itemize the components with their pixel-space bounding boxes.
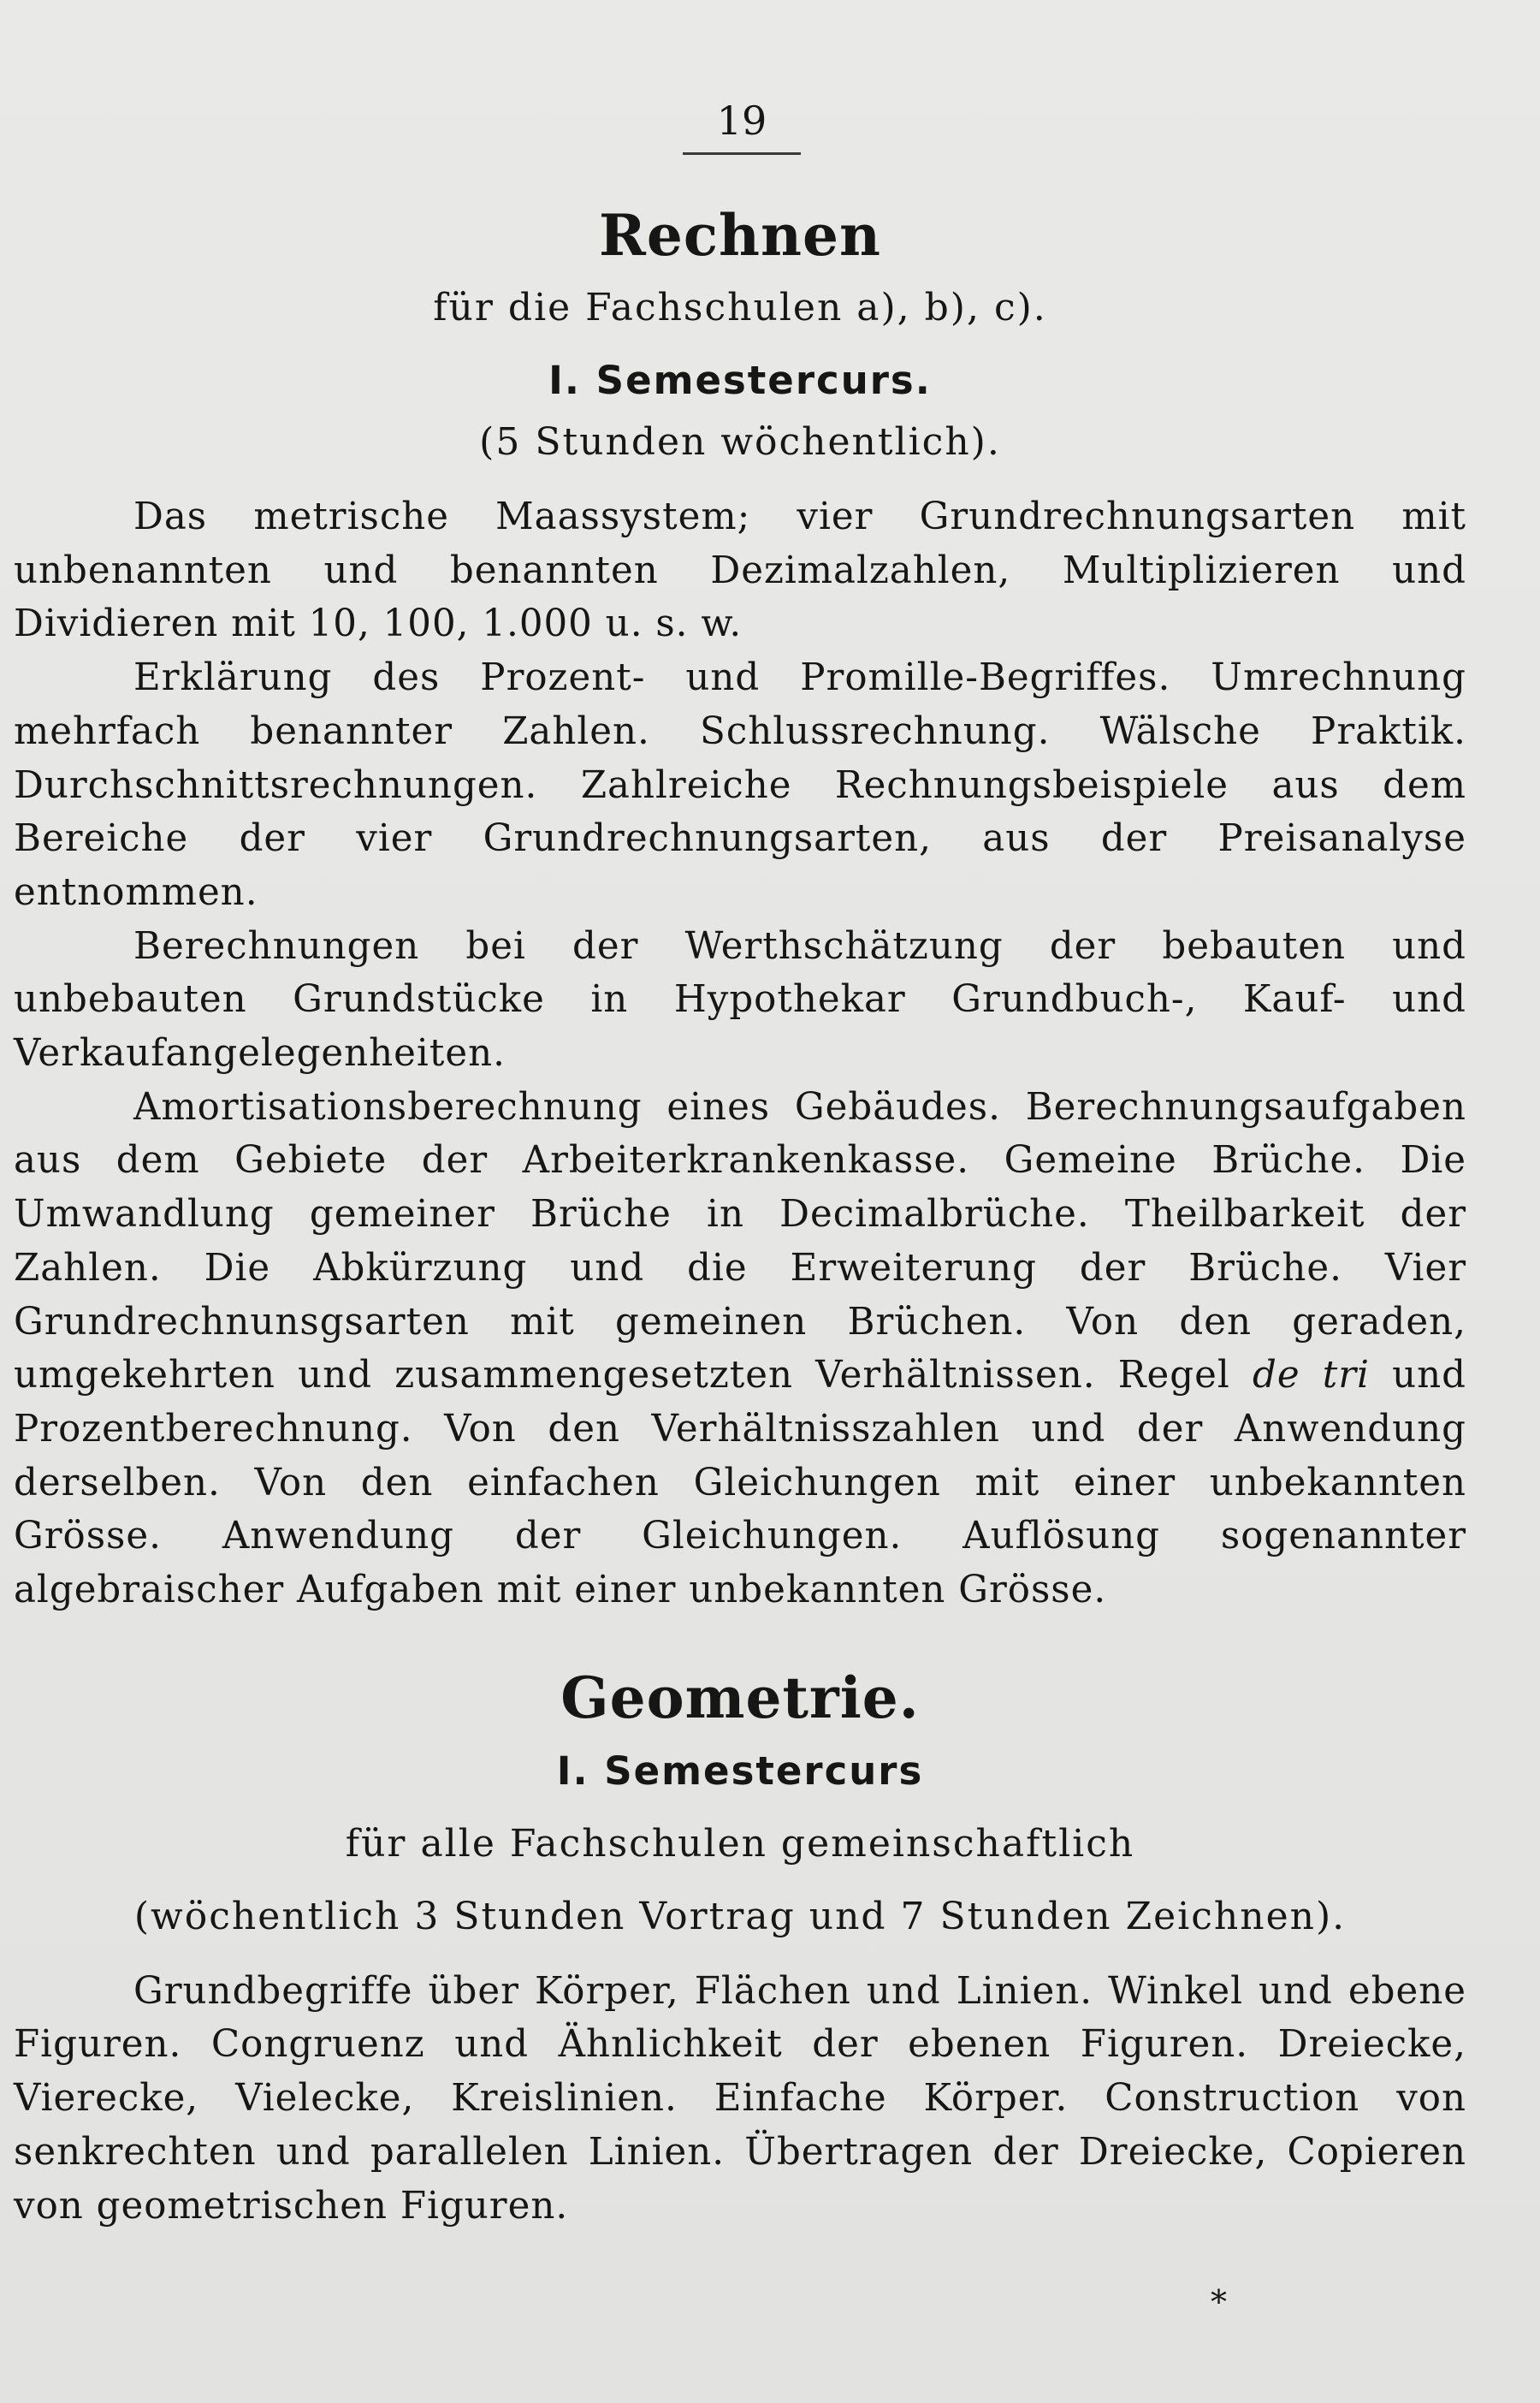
rechnen-paragraph-1: Das metrische Maassystem; vier Grundrechnungsarten mit unbenannten und benannten Dezimalzahlen, Multiplizieren und Dividieren mit 10, 100, 1.000 u. s. w. xyxy=(14,495,1466,646)
geometrie-title: Geometrie. xyxy=(560,1664,920,1731)
page-content xyxy=(14,193,1466,2233)
rechnen-hours: (5 Stunden wöchentlich). xyxy=(479,420,1001,464)
spacer xyxy=(14,1948,1466,1965)
rechnen-section-heading: I. Semestercurs. xyxy=(548,358,932,403)
spacer xyxy=(14,1802,1466,1814)
spacer xyxy=(14,473,1466,490)
rechnen-paragraph-4 xyxy=(14,1081,1466,1617)
spacer xyxy=(14,1874,1466,1886)
geometrie-section-heading: I. Semestercurs xyxy=(556,1747,924,1794)
rechnen-paragraph-2: Erklärung des Prozent- und Promille-Begriffes. Umrechnung mehrfach benannter Zahlen. Schlussrechnung. Wälsche Praktik. Durchschnittsrechnungen. Zahlreiche Rechnungsbeispiele aus dem Bereiche der vier Grundrechnungsarten, aus der Preisanalyse entnommen. xyxy=(14,656,1466,914)
rechnen-paragraph-4-text-a: Amortisationsberechnung eines Gebäudes. Berechnungsaufgaben aus dem Gebiete der Arbeiterkrankenkasse. Gemeine Brüche. Die Umwandlung gemeiner Brüche in Decimalbrüche. Theilbarkeit der Zahlen. Die Abkürzung und die Erweiterung der Brüche. Vier Grundrechnunsgsarten mit gemeinen Brüchen. Von den geraden, umgekehrten und zusammengesetzten Verhältnissen. Regel xyxy=(14,1085,1466,1397)
footer-asterisk: * xyxy=(1211,2283,1227,2321)
rechnen-subtitle: für die Fachschulen a), b), c). xyxy=(433,286,1047,329)
spacer xyxy=(14,1617,1466,1655)
rechnen-paragraph-4-italic: de tri xyxy=(1252,1354,1370,1397)
rechnen-paragraph-4-text-b: und Prozentberechnung. Von den Verhältnisszahlen und der Anwendung derselben. Von den einfachen Gleichungen mit einer unbekannten Grösse. Anwendung der Gleichungen. Auflösung sogenannter algebraischer Aufgaben mit einer unbekannten Grösse. xyxy=(14,1354,1466,1612)
rechnen-title: Rechnen xyxy=(599,202,881,269)
page-number-rule xyxy=(683,152,801,155)
page-number: 19 xyxy=(716,98,767,144)
geometrie-paragraph: Grundbegriffe über Körper, Flächen und Linien. Winkel und ebene Figuren. Congruenz und Ähnlichkeit der ebenen Figuren. Dreiecke, Vierecke, Vielecke, Kreislinien. Einfache Körper. Construction von senkrechten und parallelen Linien. Übertragen der Dreiecke, Copieren von geometrischen Figuren. xyxy=(14,1969,1466,2228)
geometrie-hours: (wöchentlich 3 Stunden Vortrag und 7 Stunden Zeichnen). xyxy=(133,1894,1347,1938)
geometrie-subtitle: für alle Fachschulen gemeinschaftlich xyxy=(345,1821,1135,1866)
rechnen-paragraph-3: Berechnungen bei der Werthschätzung der bebauten und unbebauten Grundstücke in Hypothekar Grundbuch-, Kauf- und Verkaufangelegenheiten. xyxy=(14,924,1466,1076)
spacer xyxy=(14,338,1466,350)
